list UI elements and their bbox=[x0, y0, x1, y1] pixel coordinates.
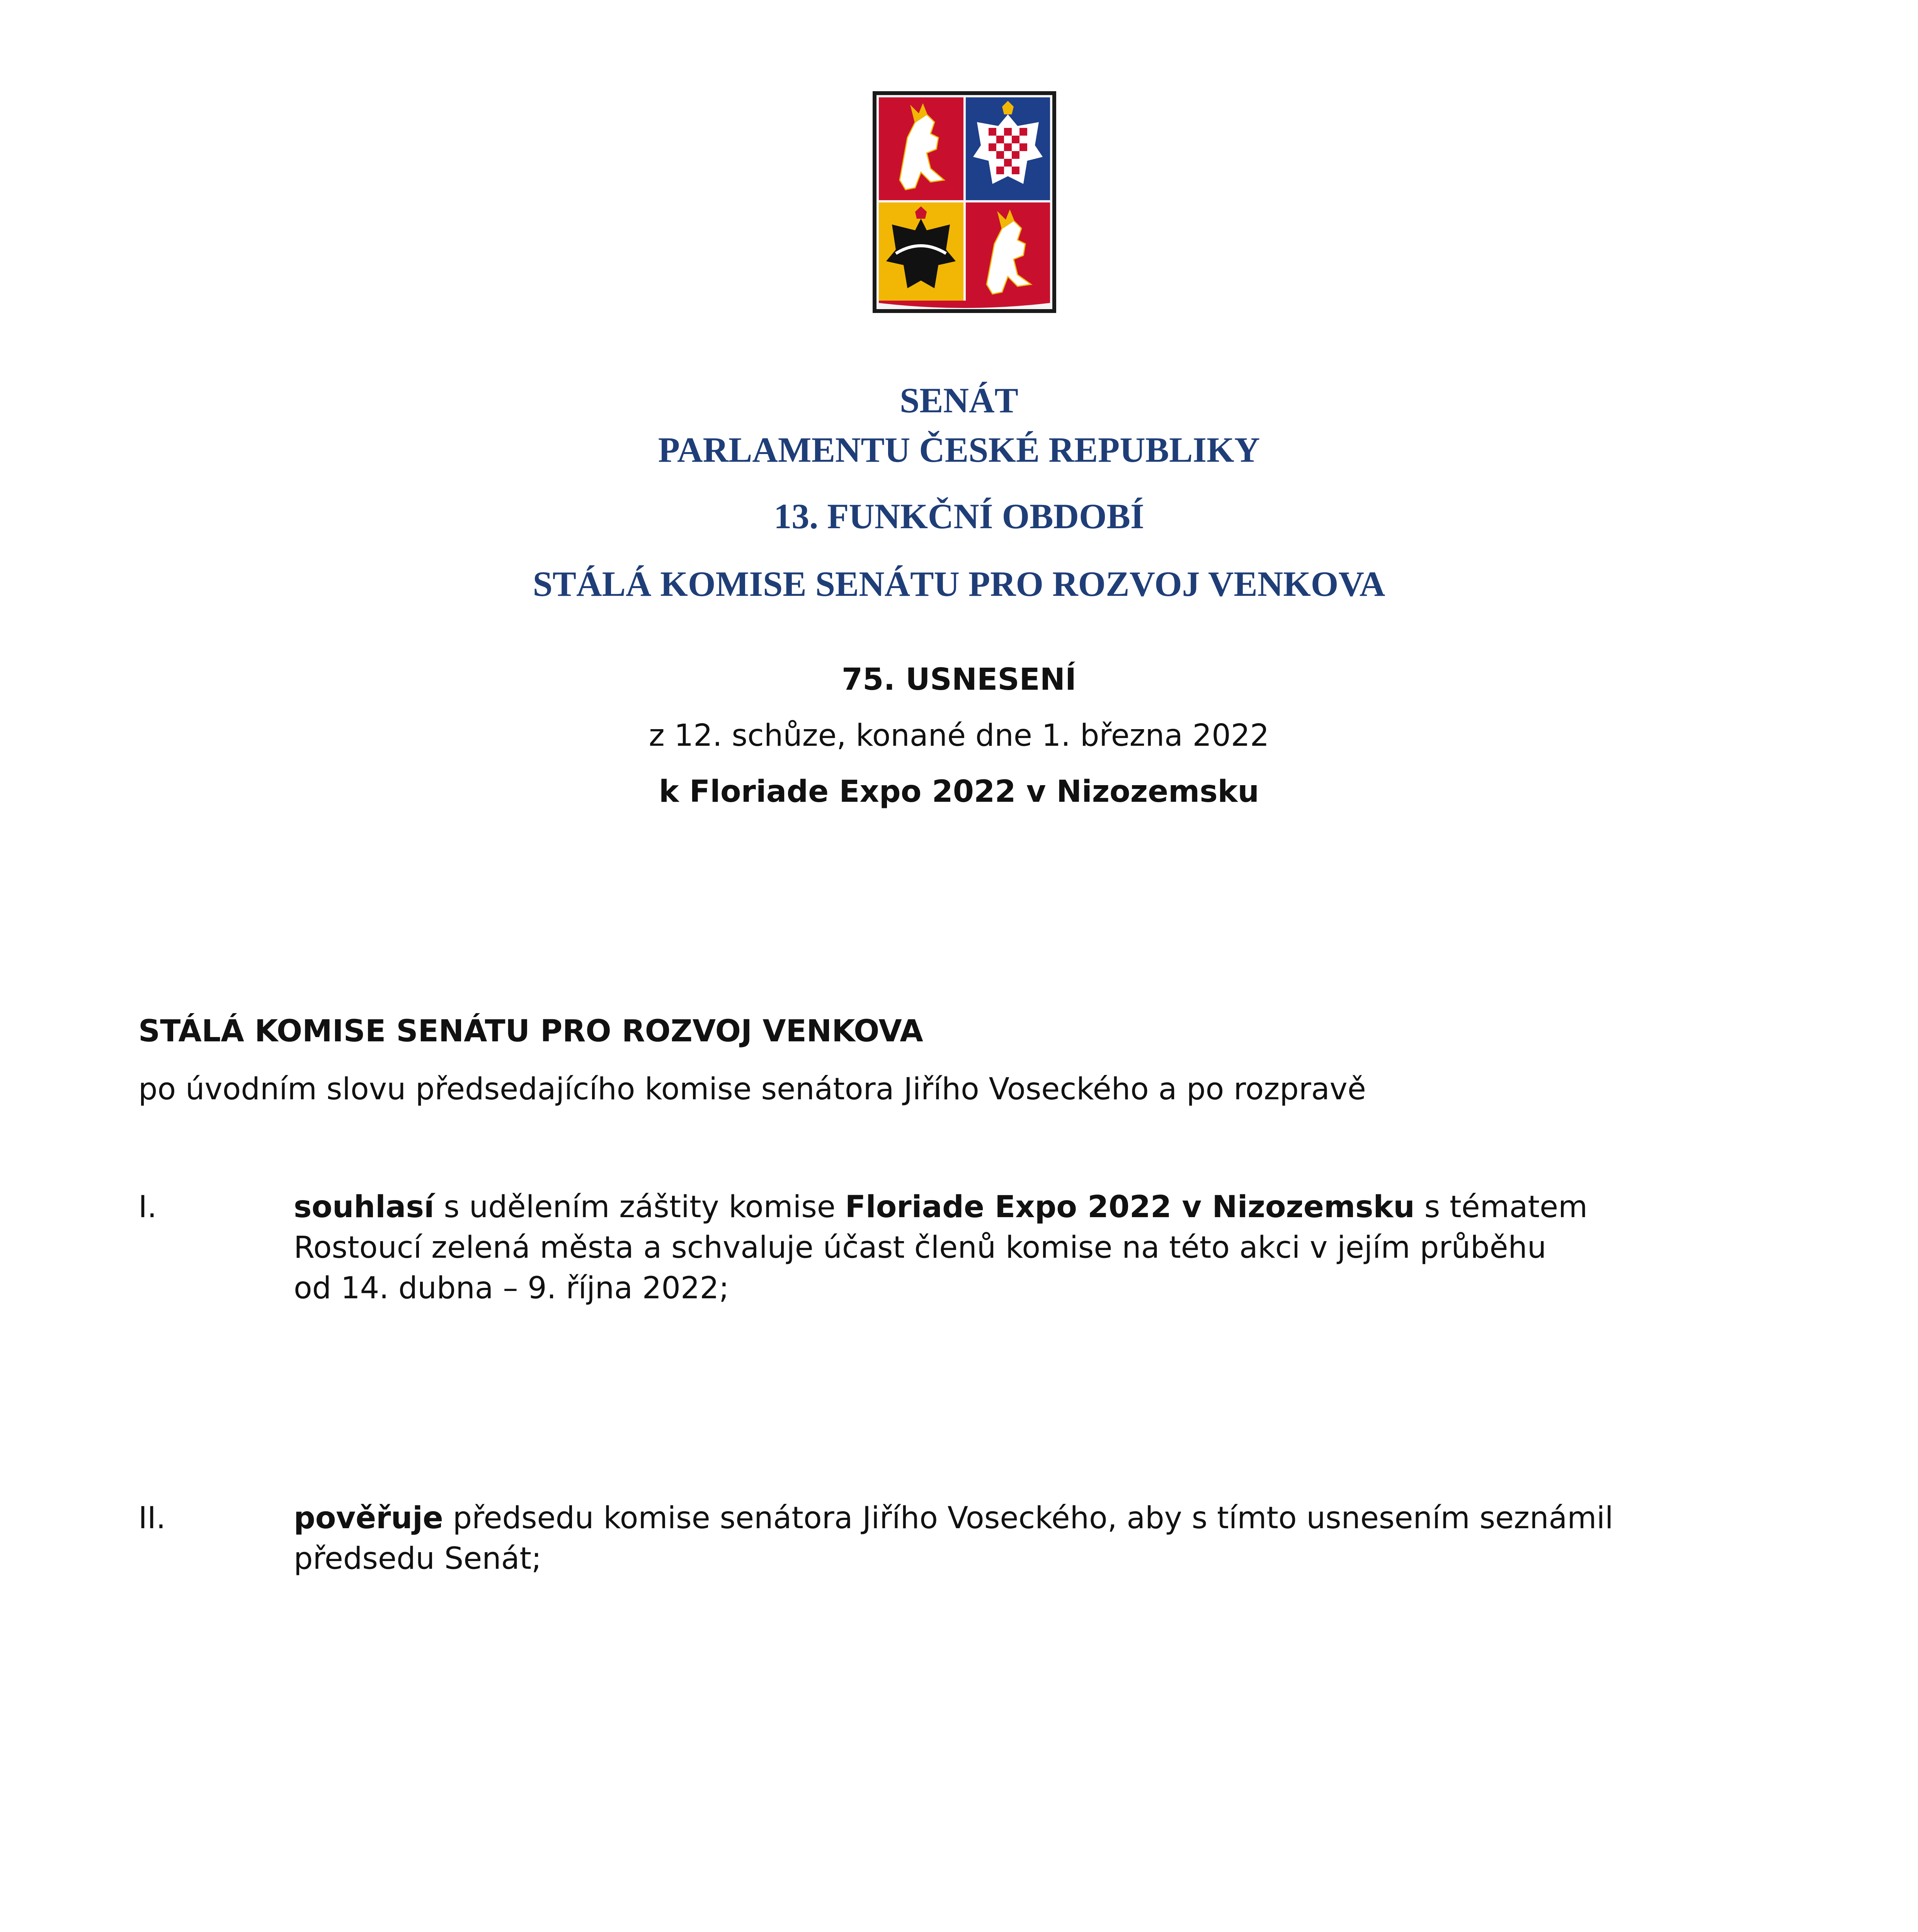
item-1-verb: souhlasí bbox=[294, 1190, 434, 1225]
resolution-meeting: z 12. schůze, konané dne 1. března 2022 bbox=[648, 718, 1270, 753]
item-1-event-name: Floriade Expo 2022 v Nizozemsku bbox=[845, 1190, 1415, 1225]
header-term: 13. FUNKČNÍ OBDOBÍ bbox=[774, 497, 1144, 536]
item-2-line-1 bbox=[294, 1501, 1613, 1536]
intro-text: po úvodním slovu předsedajícího komise senátora Jiřího Voseckého a po rozpravě bbox=[138, 1072, 1366, 1107]
resolution-subject: k Floriade Expo 2022 v Nizozemsku bbox=[659, 774, 1259, 809]
item-1-line-1 bbox=[294, 1190, 1588, 1225]
item-2-numeral: II. bbox=[138, 1501, 166, 1536]
item-1-text-a: s udělením záštity komise bbox=[434, 1190, 845, 1225]
item-1-numeral: I. bbox=[138, 1190, 157, 1225]
item-1-text-b: s tématem bbox=[1414, 1190, 1588, 1225]
header-institution: SENÁT bbox=[900, 381, 1018, 420]
item-2-verb: pověřuje bbox=[294, 1501, 443, 1536]
header-parliament: PARLAMENTU ČESKÉ REPUBLIKY bbox=[658, 430, 1260, 469]
committee-heading: STÁLÁ KOMISE SENÁTU PRO ROZVOJ VENKOVA bbox=[138, 1014, 923, 1049]
coat-of-arms-emblem bbox=[873, 91, 1056, 313]
item-1-line-3: od 14. dubna – 9. října 2022; bbox=[294, 1271, 729, 1306]
item-2-text-a: předsedu komise senátora Jiřího Voseckého, aby s tímto usnesením seznámil bbox=[443, 1501, 1613, 1536]
header-committee: STÁLÁ KOMISE SENÁTU PRO ROZVOJ VENKOVA bbox=[533, 564, 1385, 604]
resolution-number: 75. USNESENÍ bbox=[841, 662, 1077, 697]
item-1-line-2: Rostoucí zelená města a schvaluje účast členů komise na této akci v jejím průběhu bbox=[294, 1230, 1547, 1265]
item-2-line-2: předsedu Senát; bbox=[294, 1541, 542, 1576]
